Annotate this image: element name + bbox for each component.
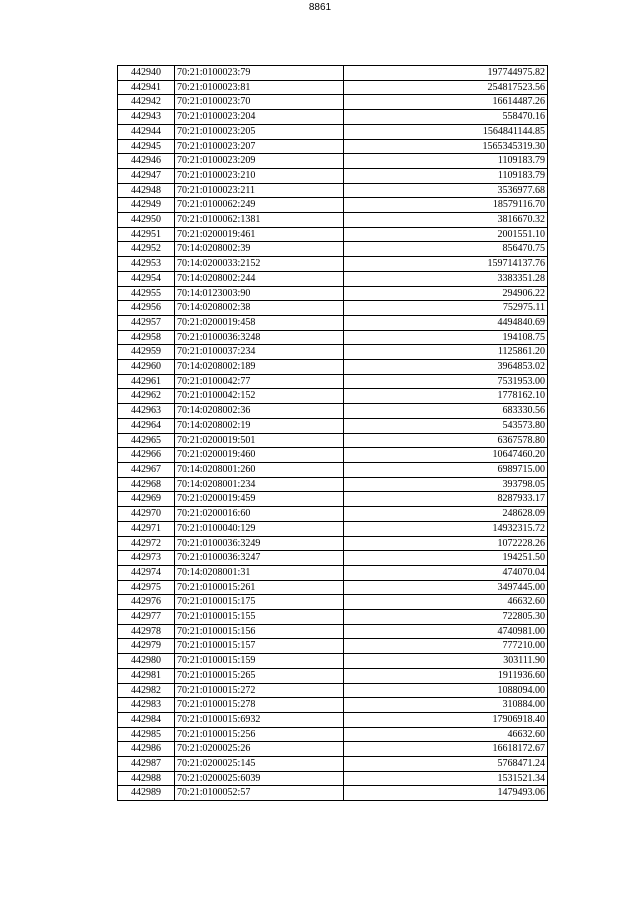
cadastral-number-cell: 70:21:0100023:81	[175, 80, 344, 95]
cadastral-number-cell: 70:14:0208001:31	[175, 565, 344, 580]
table-row	[118, 213, 548, 228]
table-row	[118, 551, 548, 566]
row-id-cell: 442975	[118, 580, 175, 595]
table-row	[118, 345, 548, 360]
cadastral-number-cell: 70:14:0200033:2152	[175, 257, 344, 272]
cadastral-value-cell: 777210.00	[344, 639, 548, 654]
cadastral-value-cell: 46632.60	[344, 595, 548, 610]
cadastral-number-cell: 70:21:0100023:205	[175, 124, 344, 139]
cadastral-value-cell: 18579116.70	[344, 198, 548, 213]
table-row	[118, 595, 548, 610]
table-row	[118, 301, 548, 316]
row-id-cell: 442959	[118, 345, 175, 360]
cadastral-number-cell: 70:14:0123003:90	[175, 286, 344, 301]
row-id-cell: 442972	[118, 536, 175, 551]
cadastral-value-cell: 8287933.17	[344, 492, 548, 507]
table-row	[118, 580, 548, 595]
page-number: 8861	[308, 2, 332, 13]
row-id-cell: 442961	[118, 374, 175, 389]
row-id-cell: 442963	[118, 404, 175, 419]
row-id-cell: 442941	[118, 80, 175, 95]
cadastral-number-cell: 70:14:0208001:260	[175, 462, 344, 477]
cadastral-value-cell: 4494840.69	[344, 315, 548, 330]
cadastral-value-cell: 17906918.40	[344, 712, 548, 727]
row-id-cell: 442962	[118, 389, 175, 404]
table-row	[118, 492, 548, 507]
row-id-cell: 442955	[118, 286, 175, 301]
cadastral-value-cell: 856470.75	[344, 242, 548, 257]
table-row	[118, 521, 548, 536]
cadastral-number-cell: 70:21:0100062:1381	[175, 213, 344, 228]
cadastral-number-cell: 70:21:0100036:3247	[175, 551, 344, 566]
cadastral-value-cell: 3816670.32	[344, 213, 548, 228]
row-id-cell: 442951	[118, 227, 175, 242]
row-id-cell: 442987	[118, 757, 175, 772]
cadastral-number-cell: 70:21:0100015:159	[175, 654, 344, 669]
cadastral-number-cell: 70:14:0208001:234	[175, 477, 344, 492]
cadastral-number-cell: 70:14:0208002:244	[175, 271, 344, 286]
table-row	[118, 448, 548, 463]
table-row	[118, 139, 548, 154]
table-row	[118, 771, 548, 786]
table-row	[118, 154, 548, 169]
cadastral-number-cell: 70:21:0200025:6039	[175, 771, 344, 786]
cadastral-number-cell: 70:21:0100042:77	[175, 374, 344, 389]
cadastral-value-cell: 1479493.06	[344, 786, 548, 801]
row-id-cell: 442969	[118, 492, 175, 507]
cadastral-value-cell: 4740981.00	[344, 624, 548, 639]
table-row	[118, 462, 548, 477]
cadastral-value-cell: 16614487.26	[344, 95, 548, 110]
cadastral-number-cell: 70:21:0100036:3248	[175, 330, 344, 345]
cadastral-number-cell: 70:21:0200019:501	[175, 433, 344, 448]
table-body	[118, 66, 548, 801]
table-row	[118, 536, 548, 551]
cadastral-number-cell: 70:21:0100023:70	[175, 95, 344, 110]
cadastral-number-cell: 70:21:0100023:204	[175, 110, 344, 125]
table-row	[118, 374, 548, 389]
row-id-cell: 442981	[118, 668, 175, 683]
table-row	[118, 286, 548, 301]
cadastral-value-cell: 3383351.28	[344, 271, 548, 286]
cadastral-value-cell: 558470.16	[344, 110, 548, 125]
table-row	[118, 565, 548, 580]
row-id-cell: 442973	[118, 551, 175, 566]
cadastral-number-cell: 70:21:0100023:79	[175, 66, 344, 81]
row-id-cell: 442952	[118, 242, 175, 257]
cadastral-number-cell: 70:21:0100023:211	[175, 183, 344, 198]
row-id-cell: 442988	[118, 771, 175, 786]
cadastral-value-cell: 303111.90	[344, 654, 548, 669]
table-row	[118, 389, 548, 404]
row-id-cell: 442967	[118, 462, 175, 477]
table-row	[118, 639, 548, 654]
table-row	[118, 360, 548, 375]
cadastral-value-cell: 1088094.00	[344, 683, 548, 698]
cadastral-number-cell: 70:21:0100015:261	[175, 580, 344, 595]
cadastral-value-cell: 683330.56	[344, 404, 548, 419]
table-row	[118, 198, 548, 213]
cadastral-value-cell: 1911936.60	[344, 668, 548, 683]
cadastral-number-cell: 70:14:0208002:189	[175, 360, 344, 375]
table-row	[118, 183, 548, 198]
table-row	[118, 315, 548, 330]
row-id-cell: 442948	[118, 183, 175, 198]
row-id-cell: 442964	[118, 418, 175, 433]
table-row	[118, 168, 548, 183]
row-id-cell: 442942	[118, 95, 175, 110]
row-id-cell: 442949	[118, 198, 175, 213]
cadastral-value-cell: 3497445.00	[344, 580, 548, 595]
cadastral-number-cell: 70:21:0100023:210	[175, 168, 344, 183]
table-row	[118, 227, 548, 242]
table-row	[118, 110, 548, 125]
table-row	[118, 433, 548, 448]
row-id-cell: 442954	[118, 271, 175, 286]
table-row	[118, 124, 548, 139]
cadastral-value-cell: 14932315.72	[344, 521, 548, 536]
cadastral-number-cell: 70:14:0208002:36	[175, 404, 344, 419]
cadastral-value-cell: 1778162.10	[344, 389, 548, 404]
table-row	[118, 330, 548, 345]
row-id-cell: 442983	[118, 698, 175, 713]
cadastral-value-cell: 1565345319.30	[344, 139, 548, 154]
cadastral-value-cell: 5768471.24	[344, 757, 548, 772]
table-row	[118, 242, 548, 257]
cadastral-number-cell: 70:21:0100015:278	[175, 698, 344, 713]
cadastral-value-cell: 474070.04	[344, 565, 548, 580]
cadastral-number-cell: 70:21:0100052:57	[175, 786, 344, 801]
row-id-cell: 442943	[118, 110, 175, 125]
cadastral-number-cell: 70:21:0100015:6932	[175, 712, 344, 727]
row-id-cell: 442944	[118, 124, 175, 139]
table-row	[118, 610, 548, 625]
row-id-cell: 442970	[118, 507, 175, 522]
table-row	[118, 624, 548, 639]
row-id-cell: 442966	[118, 448, 175, 463]
table-row	[118, 95, 548, 110]
table-row	[118, 418, 548, 433]
cadastral-number-cell: 70:14:0208002:19	[175, 418, 344, 433]
cadastral-number-cell: 70:21:0200016:60	[175, 507, 344, 522]
cadastral-value-cell: 6989715.00	[344, 462, 548, 477]
row-id-cell: 442947	[118, 168, 175, 183]
row-id-cell: 442956	[118, 301, 175, 316]
cadastral-number-cell: 70:21:0200019:461	[175, 227, 344, 242]
cadastral-value-cell: 393798.05	[344, 477, 548, 492]
row-id-cell: 442971	[118, 521, 175, 536]
cadastral-number-cell: 70:21:0100015:155	[175, 610, 344, 625]
table-row	[118, 757, 548, 772]
cadastral-number-cell: 70:21:0100015:157	[175, 639, 344, 654]
table-row	[118, 404, 548, 419]
row-id-cell: 442958	[118, 330, 175, 345]
cadastral-value-cell: 194108.75	[344, 330, 548, 345]
cadastral-value-table	[117, 65, 548, 801]
row-id-cell: 442974	[118, 565, 175, 580]
cadastral-value-cell: 6367578.80	[344, 433, 548, 448]
cadastral-value-cell: 7531953.00	[344, 374, 548, 389]
row-id-cell: 442984	[118, 712, 175, 727]
row-id-cell: 442968	[118, 477, 175, 492]
table-row	[118, 698, 548, 713]
cadastral-value-cell: 3964853.02	[344, 360, 548, 375]
cadastral-value-cell: 310884.00	[344, 698, 548, 713]
table-row	[118, 683, 548, 698]
cadastral-number-cell: 70:21:0100015:175	[175, 595, 344, 610]
table-row	[118, 654, 548, 669]
cadastral-value-cell: 294906.22	[344, 286, 548, 301]
row-id-cell: 442979	[118, 639, 175, 654]
row-id-cell: 442940	[118, 66, 175, 81]
row-id-cell: 442989	[118, 786, 175, 801]
cadastral-value-cell: 10647460.20	[344, 448, 548, 463]
cadastral-number-cell: 70:21:0100062:249	[175, 198, 344, 213]
cadastral-value-cell: 1109183.79	[344, 154, 548, 169]
cadastral-value-cell: 3536977.68	[344, 183, 548, 198]
cadastral-number-cell: 70:21:0100023:207	[175, 139, 344, 154]
cadastral-number-cell: 70:21:0100042:152	[175, 389, 344, 404]
cadastral-number-cell: 70:21:0100015:265	[175, 668, 344, 683]
cadastral-value-cell: 722805.30	[344, 610, 548, 625]
table-row	[118, 786, 548, 801]
row-id-cell: 442982	[118, 683, 175, 698]
cadastral-number-cell: 70:21:0100036:3249	[175, 536, 344, 551]
row-id-cell: 442950	[118, 213, 175, 228]
cadastral-number-cell: 70:21:0200025:26	[175, 742, 344, 757]
cadastral-value-cell: 752975.11	[344, 301, 548, 316]
cadastral-value-cell: 2001551.10	[344, 227, 548, 242]
cadastral-value-cell: 1125861.20	[344, 345, 548, 360]
cadastral-value-cell: 16618172.67	[344, 742, 548, 757]
row-id-cell: 442953	[118, 257, 175, 272]
cadastral-value-cell: 254817523.56	[344, 80, 548, 95]
cadastral-number-cell: 70:21:0200019:459	[175, 492, 344, 507]
cadastral-number-cell: 70:21:0200019:458	[175, 315, 344, 330]
row-id-cell: 442985	[118, 727, 175, 742]
cadastral-number-cell: 70:14:0208002:39	[175, 242, 344, 257]
table-row	[118, 507, 548, 522]
row-id-cell: 442957	[118, 315, 175, 330]
row-id-cell: 442945	[118, 139, 175, 154]
table-row	[118, 477, 548, 492]
cadastral-number-cell: 70:21:0200025:145	[175, 757, 344, 772]
table-row	[118, 257, 548, 272]
cadastral-value-cell: 1072228.26	[344, 536, 548, 551]
row-id-cell: 442980	[118, 654, 175, 669]
cadastral-number-cell: 70:21:0100015:156	[175, 624, 344, 639]
table-row	[118, 66, 548, 81]
row-id-cell: 442976	[118, 595, 175, 610]
row-id-cell: 442986	[118, 742, 175, 757]
table-row	[118, 668, 548, 683]
cadastral-value-cell: 197744975.82	[344, 66, 548, 81]
table-row	[118, 727, 548, 742]
cadastral-value-cell: 1109183.79	[344, 168, 548, 183]
cadastral-number-cell: 70:14:0208002:38	[175, 301, 344, 316]
cadastral-value-cell: 1564841144.85	[344, 124, 548, 139]
table-row	[118, 80, 548, 95]
table-row	[118, 271, 548, 286]
cadastral-value-cell: 248628.09	[344, 507, 548, 522]
row-id-cell: 442978	[118, 624, 175, 639]
cadastral-number-cell: 70:21:0100023:209	[175, 154, 344, 169]
cadastral-value-cell: 46632.60	[344, 727, 548, 742]
cadastral-number-cell: 70:21:0200019:460	[175, 448, 344, 463]
cadastral-value-cell: 543573.80	[344, 418, 548, 433]
row-id-cell: 442946	[118, 154, 175, 169]
table-row	[118, 742, 548, 757]
cadastral-number-cell: 70:21:0100040:129	[175, 521, 344, 536]
cadastral-number-cell: 70:21:0100015:272	[175, 683, 344, 698]
row-id-cell: 442960	[118, 360, 175, 375]
row-id-cell: 442965	[118, 433, 175, 448]
cadastral-value-cell: 1531521.34	[344, 771, 548, 786]
cadastral-value-cell: 194251.50	[344, 551, 548, 566]
cadastral-number-cell: 70:21:0100015:256	[175, 727, 344, 742]
cadastral-value-cell: 159714137.76	[344, 257, 548, 272]
row-id-cell: 442977	[118, 610, 175, 625]
table-row	[118, 712, 548, 727]
cadastral-number-cell: 70:21:0100037:234	[175, 345, 344, 360]
